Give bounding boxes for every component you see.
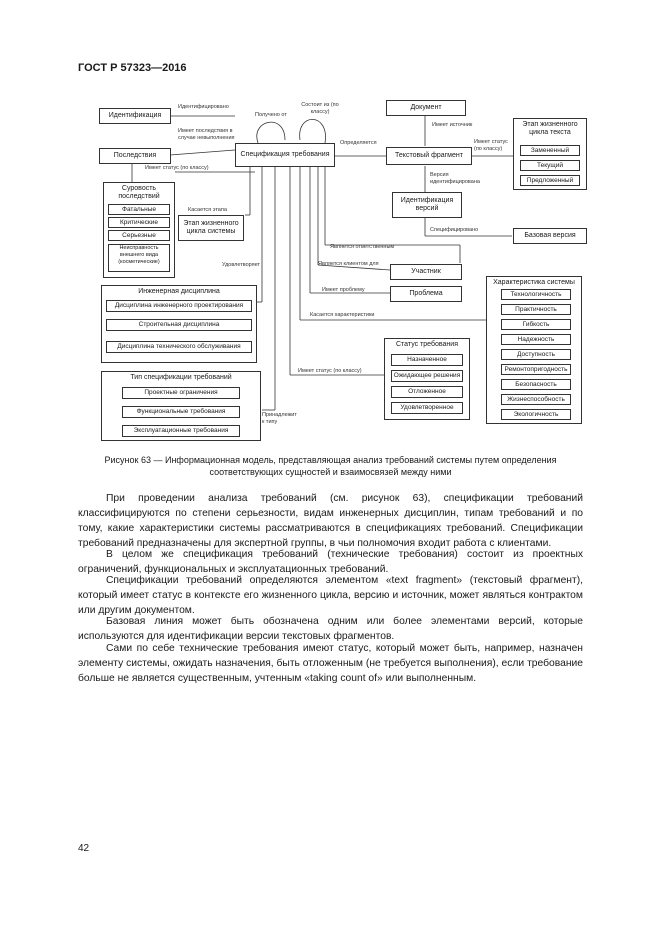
req-status-group [384, 338, 470, 420]
system-characteristic-item: Практичность [501, 304, 571, 315]
spec-type-title: Тип спецификации требований [130, 374, 232, 381]
discipline-item: Дисциплина инженерного проектирования [106, 300, 252, 312]
information-model-diagram [0, 0, 661, 445]
standard-header: ГОСТ Р 57323—2016 [78, 62, 187, 74]
problem-box: Проблема [390, 286, 462, 302]
req-status-item: Отложенное [391, 386, 463, 398]
severity-item: Серьезные [108, 230, 170, 241]
label-defined: Определяется [340, 140, 377, 146]
discipline-title: Инженерная дисциплина [138, 288, 220, 295]
req-status-item: Ожидающее решения [391, 370, 463, 382]
label-satisfies: Удовлетворяет [222, 262, 261, 268]
label-has-status: Имеет статус (по классу) [298, 368, 362, 374]
label-has-source: Имеет источник [432, 122, 473, 128]
system-characteristic-group [486, 276, 582, 424]
text-stage-item: Предложенный [520, 175, 580, 186]
system-characteristic-item: Жизнеспособность [501, 394, 571, 405]
paragraph: Спецификации требований определяются элементом «text fragment» (текстовый фрагмент), который имеет статус в контексте его жизненного цикла, версию и источник, может являться контрактом или другим документом. [78, 575, 583, 616]
system-characteristic-item: Безопасность [501, 379, 571, 390]
system-characteristic-item: Экологичность [501, 409, 571, 420]
system-characteristic-item: Доступность [501, 349, 571, 360]
req-status-title: Статус требования [396, 341, 458, 348]
spec-type-item: Эксплуатационные требования [122, 425, 240, 437]
participant-box: Участник [390, 264, 462, 280]
paragraph: Сами по себе технические требования имеют статус, который может быть, например, назначен элементу системы, ожидать назначения, быть отложенным (не требуется выполнения), если требование больше не является существенным, учтенным «taking count of» или выполненным. [78, 643, 583, 684]
discipline-item: Дисциплина технического обслуживания [106, 341, 252, 353]
system-characteristic-item: Гибкость [501, 319, 571, 330]
paragraph: При проведении анализа требований (см. рисунок 63), спецификации требований классифицируются по степени серьезности, видам инженерных дисциплин, типам требований и по тому, какие характеристики системы рассматриваются в спецификациях требований. Спецификации требований предназначены для экспертной группы, в чьи полномочия входит работа с клиентами. [78, 493, 583, 549]
lifecycle-stage-box: Этап жизненного цикла системы [178, 215, 244, 241]
document-box: Документ [386, 100, 466, 116]
severity-item: Критические [108, 217, 170, 228]
paragraph: В целом же спецификация требований (технические требования) состоит из проектных ограничений, функциональных и эксплуатационных требований. [78, 549, 583, 575]
spec-type-item: Функциональные требования [122, 406, 240, 418]
label-specified: Специфицировано [430, 227, 479, 233]
text-stage-item: Текущий [520, 160, 580, 171]
severity-title: Суровость последствий [118, 185, 160, 200]
system-characteristic-item: Ремонтопригодность [501, 364, 571, 375]
figure-caption: Рисунок 63 — Информационная модель, представляющая анализ требований системы путем определения соответствующих сущностей и взаимосвязей между ними [104, 455, 557, 477]
text-stage-group [513, 118, 587, 190]
label-concerns-characteristic: Касается характеристики [310, 312, 375, 318]
req-status-item: Назначенное [391, 354, 463, 366]
discipline-group [101, 285, 257, 363]
specification-box: Спецификация требования [235, 143, 335, 167]
label-belongs-to-type: Принадлежит к типу [262, 412, 297, 425]
label-has-status-class: Имеет статус (по классу) [145, 165, 209, 171]
label-consists-of: Состоит из (по классу) [301, 102, 339, 115]
system-characteristic-title: Характеристика системы [493, 279, 575, 286]
text-stage-item: Замененный [520, 145, 580, 156]
baseline-box: Базовая версия [513, 228, 587, 244]
identification-box: Идентификация [99, 108, 171, 124]
spec-type-group [101, 371, 261, 441]
severity-item: Фатальные [108, 204, 170, 215]
version-identification-box: Идентификация версий [392, 192, 462, 218]
page-number: 42 [78, 843, 90, 854]
label-has-consequences: Имеет последствия в случае невыполнения [178, 128, 235, 141]
label-concerns-stage: Касается этапа [188, 207, 227, 213]
label-has-status-class2: Имеет статус (по классу) [474, 139, 508, 152]
paragraph: Базовая линия может быть обозначена одним или более элементами версий, которые используются для идентификации версии текстовых фрагментов. [78, 616, 583, 642]
label-has-problem: Имеет проблему [322, 287, 365, 293]
label-obtained-from: Получено от [255, 112, 287, 118]
label-version-identified: Версия идентифицирована [430, 172, 480, 185]
consequence-box: Последствия [99, 148, 171, 164]
system-characteristic-item: Технологичность [501, 289, 571, 300]
discipline-item: Строительная дисциплина [106, 319, 252, 331]
label-identified: Идентифицировано [178, 104, 229, 110]
text-fragment-box: Текстовый фрагмент [386, 147, 472, 165]
label-responsible: Является ответственным [330, 244, 395, 250]
text-stage-title: Этап жизненного цикла текста [522, 121, 578, 136]
severity-group [103, 182, 175, 278]
severity-item: Неисправность внешнего вида (косметические) [108, 244, 170, 272]
req-status-item: Удовлетворенное [391, 402, 463, 414]
spec-type-item: Проектные ограничения [122, 387, 240, 399]
label-client-for: Является клиентом для [318, 261, 379, 267]
system-characteristic-item: Надежность [501, 334, 571, 345]
